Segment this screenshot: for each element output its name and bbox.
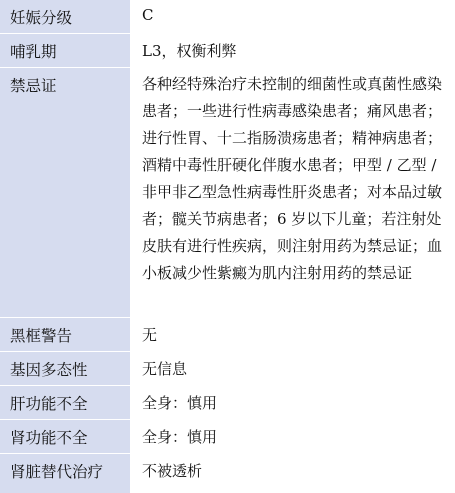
value-genetic-polymorphism: 无信息 [130,352,455,386]
label-contraindications: 禁忌证 [0,68,130,318]
label-genetic-polymorphism: 基因多态性 [0,352,130,386]
value-renal-impairment: 全身：慎用 [130,420,455,454]
value-black-box-warning: 无 [130,318,455,352]
label-pregnancy-category: 妊娠分级 [0,0,130,34]
value-hepatic-impairment: 全身：慎用 [130,386,455,420]
value-renal-replacement-therapy: 不被透析 [130,454,455,493]
label-renal-impairment: 肾功能不全 [0,420,130,454]
value-contraindications: 各种经特殊治疗未控制的细菌性或真菌性感染患者；一些进行性病毒感染患者；痛风患者；进行性胃、十二指肠溃疡患者；精神病患者；酒精中毒性肝硬化伴腹水患者；甲型 / 乙型 / 非甲非乙型急性病毒性肝炎患者；对本品过敏者；髋关节病患者；6 岁以下儿童；若注射处皮肤有进行性疾病，则注射用药为禁忌证；血小板减少性紫癜为肌内注射用药的禁忌证 [130,68,455,318]
label-renal-replacement-therapy: 肾脏替代治疗 [0,454,130,493]
label-hepatic-impairment: 肝功能不全 [0,386,130,420]
label-lactation: 哺乳期 [0,34,130,68]
label-black-box-warning: 黑框警告 [0,318,130,352]
value-pregnancy-category: C [130,0,455,34]
value-lactation: L3，权衡利弊 [130,34,455,68]
